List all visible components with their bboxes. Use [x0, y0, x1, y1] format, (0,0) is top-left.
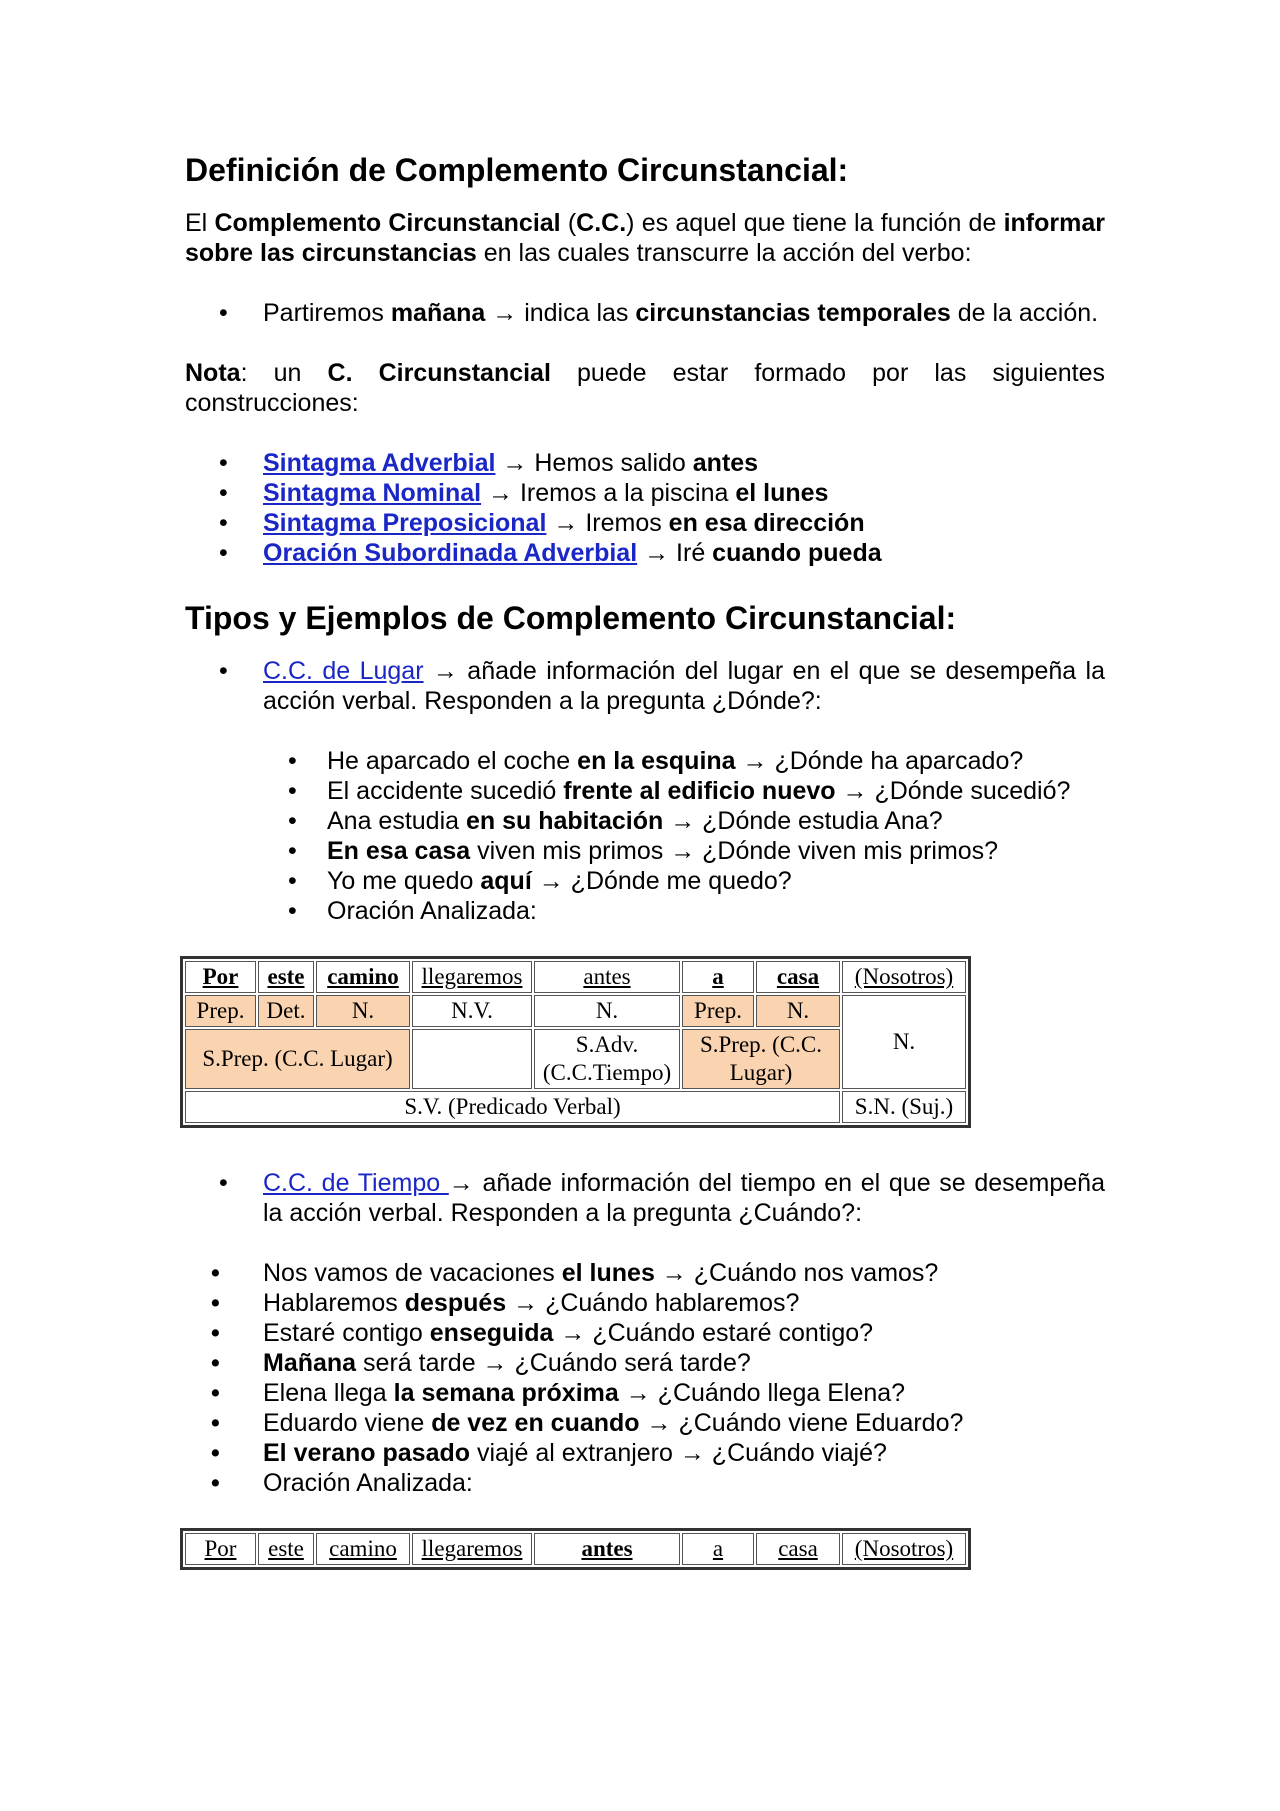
- lugar-examples-list: [185, 746, 1105, 926]
- list-item: • Nos vamos de vacaciones el lunes → ¿Cuándo nos vamos?: [185, 1258, 1105, 1288]
- list-item: • Eduardo viene de vez en cuando → ¿Cuándo viene Eduardo?: [185, 1408, 1105, 1438]
- category-cell: Det.: [258, 995, 314, 1027]
- intro-paragraph: El Complemento Circunstancial (C.C.) es aquel que tiene la función de informar sobre las circunstancias en las cuales transcurre la acción del verbo:: [185, 209, 1105, 267]
- word-cell: llegaremos: [412, 961, 532, 993]
- list-item: • Hablaremos después → ¿Cuándo hablaremos?: [185, 1288, 1105, 1318]
- word-cell: a: [682, 1533, 754, 1565]
- link-oracion-subordinada[interactable]: Oración Subordinada Adverbial: [263, 539, 638, 567]
- heading-definicion: Definición de Complemento Circunstancial:: [185, 152, 849, 188]
- constructions-list: [185, 448, 1105, 568]
- list-item: • Elena llega la semana próxima → ¿Cuándo llega Elena?: [185, 1378, 1105, 1408]
- category-cell: N.V.: [412, 995, 532, 1027]
- word-cell: (Nosotros): [842, 961, 966, 993]
- list-item: • En esa casa viven mis primos → ¿Dónde viven mis primos?: [185, 836, 1105, 866]
- list-item: • He aparcado el coche en la esquina → ¿Dónde ha aparcado?: [185, 746, 1105, 776]
- word-cell: camino: [316, 961, 410, 993]
- list-item: • Ana estudia en su habitación → ¿Dónde estudia Ana?: [185, 806, 1105, 836]
- category-cell: Prep.: [185, 995, 256, 1027]
- list-item: • Sintagma Nominal → Iremos a la piscina el lunes: [185, 478, 1105, 508]
- word-cell: antes: [534, 961, 680, 993]
- phrase-cell: S.Adv. (C.C.Tiempo): [534, 1029, 680, 1089]
- list-item: • Oración Analizada:: [185, 896, 1105, 926]
- link-cc-lugar[interactable]: C.C. de Lugar: [263, 657, 424, 685]
- word-cell: Por: [185, 961, 256, 993]
- word-cell: llegaremos: [412, 1533, 532, 1565]
- subject-n-cell: N.: [842, 995, 966, 1089]
- empty-cell: [412, 1029, 532, 1089]
- list-item: • Partiremos mañana → indica las circunstancias temporales de la acción.: [185, 298, 1105, 328]
- category-cell: N.: [316, 995, 410, 1027]
- category-cell: Prep.: [682, 995, 754, 1027]
- heading-tipos: Tipos y Ejemplos de Complemento Circunstancial:: [185, 600, 957, 636]
- list-item: • Sintagma Preposicional → Iremos en esa dirección: [185, 508, 1105, 538]
- word-cell: (Nosotros): [842, 1533, 966, 1565]
- link-cc-tiempo[interactable]: C.C. de Tiempo: [263, 1169, 449, 1197]
- word-cell: Por: [185, 1533, 256, 1565]
- list-item: • El accidente sucedió frente al edificio nuevo → ¿Dónde sucedió?: [185, 776, 1105, 806]
- example-list: [185, 298, 1105, 328]
- word-cell: casa: [756, 1533, 840, 1565]
- list-item: • Yo me quedo aquí → ¿Dónde me quedo?: [185, 866, 1105, 896]
- word-cell: antes: [534, 1533, 680, 1565]
- word-cell: camino: [316, 1533, 410, 1565]
- link-sintagma-nominal[interactable]: Sintagma Nominal: [263, 479, 482, 507]
- word-cell: este: [258, 1533, 314, 1565]
- tiempo-list: [185, 1168, 1105, 1228]
- category-cell: N.: [534, 995, 680, 1027]
- tiempo-examples-list: [185, 1258, 1105, 1498]
- document-page: [185, 150, 1105, 1570]
- list-item: • Estaré contigo enseguida → ¿Cuándo estaré contigo?: [185, 1318, 1105, 1348]
- list-item: • Sintagma Adverbial → Hemos salido antes: [185, 448, 1105, 478]
- list-item: • El verano pasado viajé al extranjero → ¿Cuándo viajé?: [185, 1438, 1105, 1468]
- phrase-cell: S.Prep. (C.C. Lugar): [185, 1029, 410, 1089]
- list-item: • C.C. de Lugar → añade información del lugar en el que se desempeña la acción verbal. Responden a la pregunta ¿Dónde?:: [185, 656, 1105, 716]
- list-item: • Mañana será tarde → ¿Cuándo será tarde?: [185, 1348, 1105, 1378]
- lugar-list: [185, 656, 1105, 716]
- category-cell: N.: [756, 995, 840, 1027]
- list-item: • C.C. de Tiempo → añade información del tiempo en el que se desempeña la acción verbal. Responden a la pregunta ¿Cuándo?:: [185, 1168, 1105, 1228]
- list-item: • Oración Subordinada Adverbial → Iré cuando pueda: [185, 538, 1105, 568]
- analysis-table-tiempo: [180, 1528, 971, 1570]
- phrase-cell: S.Prep. (C.C. Lugar): [682, 1029, 840, 1089]
- link-sintagma-preposicional[interactable]: Sintagma Preposicional: [263, 509, 547, 537]
- analysis-table-lugar: [180, 956, 971, 1128]
- predicate-cell: S.V. (Predicado Verbal): [185, 1091, 840, 1123]
- word-cell: este: [258, 961, 314, 993]
- list-item: • Oración Analizada:: [185, 1468, 1105, 1498]
- note-paragraph: Nota: un C. Circunstancial puede estar formado por las siguientes construcciones:: [185, 359, 1105, 417]
- word-cell: casa: [756, 961, 840, 993]
- subject-cell: S.N. (Suj.): [842, 1091, 966, 1123]
- word-cell: a: [682, 961, 754, 993]
- link-sintagma-adverbial[interactable]: Sintagma Adverbial: [263, 449, 496, 477]
